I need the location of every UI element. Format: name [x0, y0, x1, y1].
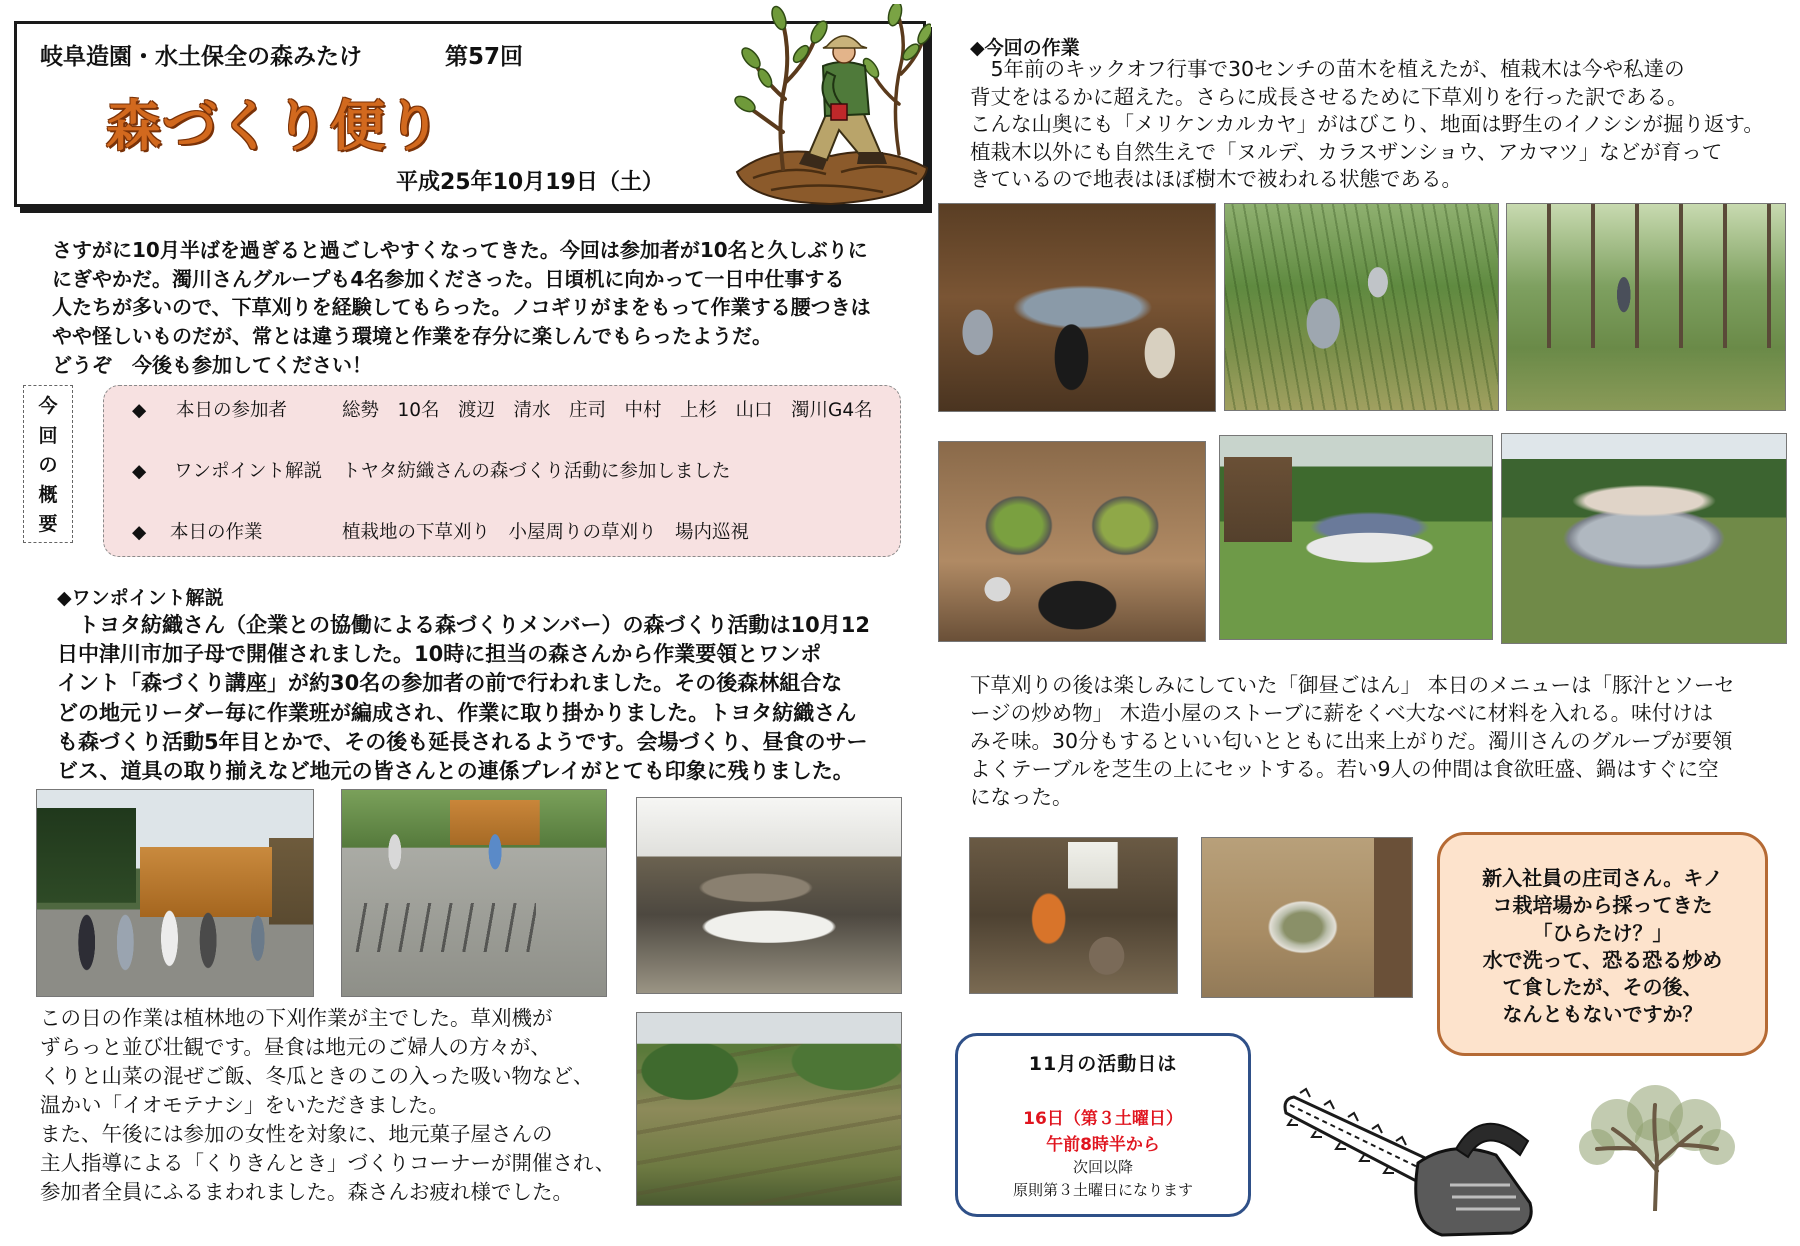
leaf — [756, 67, 775, 89]
leaf — [915, 22, 931, 46]
photo-planted-hillside — [637, 1013, 901, 1205]
summary-item-value: 総勢 10名 渡辺 清水 庄司 中村 上杉 山口 濁川G4名 — [342, 400, 873, 421]
intro-line: やや怪しいものだが、常とは違う環境と作業を存分に楽しんでもらったようだ。 — [52, 324, 772, 349]
summary-label-char: 概 — [38, 483, 58, 506]
work-line: こんな山奥にも「メリケンカルカヤ」がはびこり、地面は野生のイノシシが掘り返す。 — [970, 112, 1764, 136]
field-report-line: くりと山菜の混ぜご飯、冬瓜ときのこの入った吸い物など、 — [40, 1064, 594, 1088]
right-tree-leaves — [861, 4, 931, 80]
next-activity-heading: 11月の活動日は — [1028, 1053, 1178, 1075]
photo-gathering-at-site — [37, 790, 313, 996]
photo-cooking-pots — [939, 442, 1205, 641]
photo-inside-hut — [939, 204, 1215, 411]
bullet-icon: ◆ — [132, 522, 147, 543]
gardener-hat — [823, 36, 867, 48]
bullet-icon: ◆ — [132, 461, 147, 482]
field-report-paragraph — [40, 1004, 632, 1207]
chainsaw-handle — [1456, 1124, 1528, 1157]
one-point-line: ビス、道具の取り揃えなど地元の皆さんとの連係プレイがとても印象に残りました。 — [57, 759, 854, 784]
photo-weeding-undergrowth — [1225, 204, 1498, 410]
organization-name: 岐阜造園・水土保全の森みたけ — [40, 44, 362, 70]
gardener-figure — [799, 36, 887, 170]
work-line: 植栽木以外にも自然生えで「ヌルデ、カラスザンショウ、アカマツ」などが育って — [970, 139, 1723, 164]
one-point-line: も森づくり活動5年目とかで、その後も延長されるようです。会場づくり、昼食のサー — [57, 729, 868, 754]
next-activity-time: 午前8時半から — [1046, 1135, 1160, 1155]
sapling-pot — [831, 104, 847, 120]
issue-date: 平成25年10月19日（土） — [396, 170, 664, 195]
work-line: きているので地表はほぼ樹木で被われる状態である。 — [970, 167, 1462, 191]
gardener-planting-icon — [731, 4, 931, 209]
summary-box — [103, 385, 901, 557]
one-point-line: イント「森づくり講座」が約30名の参加者の前で行われました。その後森林組合な — [57, 671, 843, 696]
summary-item-one-point — [104, 459, 900, 485]
chainsaw-bar — [1285, 1097, 1436, 1185]
photo-mushroom-container — [1202, 838, 1412, 997]
summary-label-char: の — [38, 454, 58, 476]
chainsaw-body — [1416, 1149, 1531, 1235]
mushroom-note-box — [1437, 832, 1768, 1056]
bullet-icon: ◆ — [132, 400, 147, 421]
work-paragraph — [970, 56, 1785, 194]
leaf — [808, 19, 830, 46]
note-line: 新入社員の庄司さん。キノ — [1482, 866, 1723, 890]
work-line: 背丈をはるかに超えた。さらに成長させるために下草刈りを行った訳である。 — [970, 84, 1688, 109]
one-point-line: 日中津川市加子母で開催されました。10時に担当の森さんから作業要領とワンポ — [57, 642, 822, 667]
right-tree-branches — [871, 12, 925, 154]
one-point-paragraph — [57, 611, 917, 786]
summary-label-char: 要 — [38, 513, 58, 535]
note-line: て食したが、その後、 — [1502, 975, 1703, 1000]
summary-item-work — [104, 520, 900, 546]
lunch-line: みそ味。30分もするといい匂いとともに出来上がりだ。濁川さんのグループが要領 — [970, 729, 1733, 753]
leaf — [739, 45, 764, 71]
field-report-line: 主人指導による「くりきんとき」づくりコーナーが開催され、 — [40, 1151, 616, 1175]
photo-forest-walk — [1507, 204, 1785, 410]
lunch-paragraph — [970, 671, 1785, 811]
summary-item-participants — [104, 398, 900, 424]
lunch-line: ージの炒め物」 木造小屋のストーブに薪をくべ大なべに材料を入れる。味付けは — [970, 701, 1714, 725]
photo-brush-cutters-lined-up — [342, 790, 606, 996]
intro-line: どうぞ 今後も参加してください！ — [52, 352, 372, 377]
note-line: なんともないですか？ — [1502, 1002, 1703, 1027]
lunch-line: よくテーブルを芝生の上にセットする。若い9人の仲間は食欲旺盛、鍋はすぐに空 — [970, 757, 1719, 781]
next-activity-date: 16日（第３土曜日） — [1023, 1109, 1183, 1129]
tree-trunk — [747, 16, 817, 169]
intro-paragraph — [52, 236, 912, 380]
intro-line: にぎやかだ。濁川さんグループも4名参加くださった。日頃机に向かって一日中仕事する — [52, 266, 845, 291]
field-report-line: また、午後には参加の女性を対象に、地元菓子屋さんの — [40, 1122, 553, 1146]
lunch-line: 下草刈りの後は楽しみにしていた「御昼ごはん」 本日のメニューは「豚汁とソーセ — [970, 673, 1735, 697]
next-activity-note: 次回以降 — [1072, 1158, 1133, 1176]
summary-item-label: 本日の参加者 — [176, 400, 288, 421]
work-line: 5年前のキックオフ行事で30センチの苗木を植えたが、植栽木は今や私達の — [970, 57, 1685, 81]
note-line: 水で洗って、恐る恐る炒め — [1482, 947, 1723, 972]
summary-label-char: 回 — [38, 424, 58, 447]
photo-group-portrait — [1502, 434, 1786, 643]
photo-cooking-mushrooms — [970, 838, 1177, 993]
tree-icon — [1567, 1085, 1745, 1211]
note-line: コ栽培場から採ってきた — [1492, 893, 1713, 918]
summary-item-value: トヤタ紡織さんの森づくり活動に参加しました — [342, 461, 731, 482]
next-activity-note: 原則第３土曜日になります — [1012, 1181, 1193, 1199]
summary-item-value: 植栽地の下草刈り 小屋周りの草刈り 場内巡視 — [342, 522, 750, 543]
summary-item-label: 本日の作業 — [170, 522, 263, 543]
ground-mound — [737, 152, 927, 204]
one-point-line: トヨタ紡織さん（企業との協働による森づくりメンバー）の森づくり活動は10月12 — [57, 613, 870, 637]
field-report-line: ずらっと並び壮観です。昼食は地元のご婦人の方々が、 — [40, 1035, 551, 1059]
chainsaw-icon — [1280, 1085, 1544, 1240]
intro-line: 人たちが多いので、下草刈りを経験してもらった。ノコギリがまをもって作業する腰つきは — [52, 295, 871, 320]
one-point-line: どの地元リーダー毎に作業班が編成され、作業に取り掛かりました。トヨタ紡織さん — [57, 700, 857, 725]
leaf — [769, 5, 788, 32]
newsletter-title: 森づくり便り — [106, 94, 443, 158]
issue-number: 第57回 — [445, 44, 524, 70]
photo-outdoor-lunch-table — [1220, 436, 1492, 639]
lunch-line: になった。 — [970, 785, 1073, 809]
next-activity-box — [955, 1033, 1251, 1217]
summary-label-char: 今 — [38, 395, 58, 417]
photo-lunch-under-tent — [637, 798, 901, 993]
summary-vertical-label — [23, 385, 73, 543]
note-line: 「ひらたけ？」 — [1532, 920, 1673, 945]
work-heading: ◆今回の作業 — [970, 37, 1080, 59]
field-report-line: この日の作業は植林地の下刈作業が主でした。草刈機が — [40, 1006, 553, 1030]
intro-line: さすがに10月半ばを過ぎると過ごしやすくなってきた。今回は参加者が10名と久しぶりに — [52, 238, 868, 262]
field-report-line: 参加者全員にふるまわれました。森さんお疲れ様でした。 — [40, 1180, 573, 1204]
field-report-line: 温かい「イオモテナシ」をいただきました。 — [40, 1093, 449, 1117]
one-point-heading: ◆ワンポイント解説 — [57, 587, 224, 609]
summary-item-label: ワンポイント解説 — [174, 461, 323, 482]
